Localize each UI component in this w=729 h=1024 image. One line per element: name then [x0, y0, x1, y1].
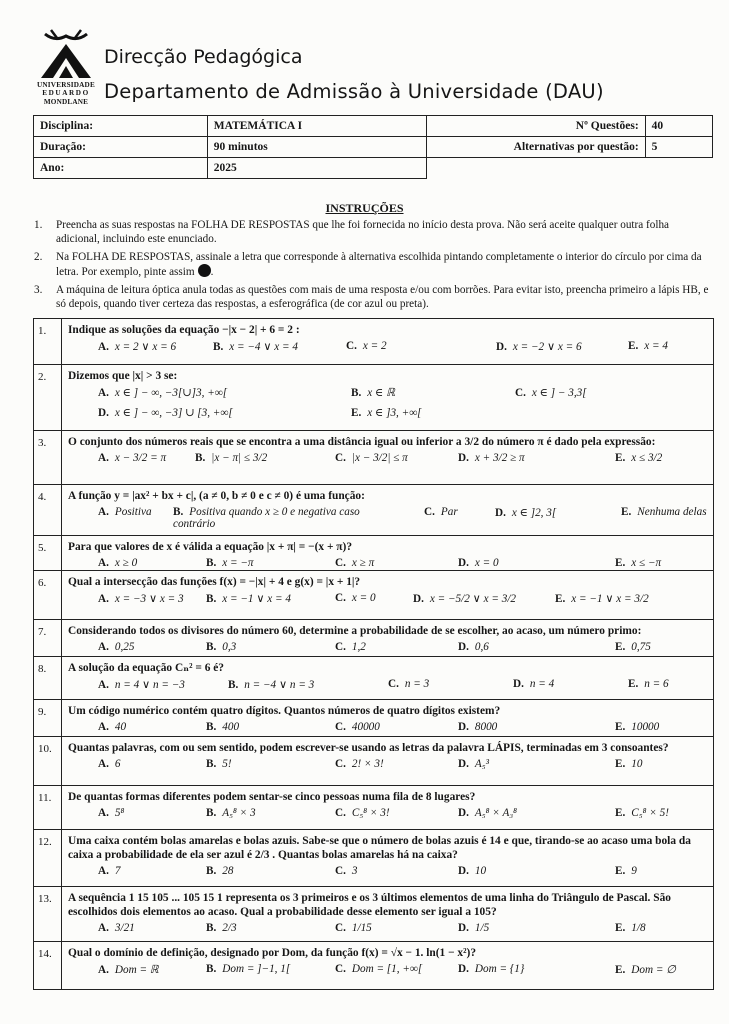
option-letter: B.	[228, 679, 239, 691]
filled-circle-icon	[198, 264, 211, 277]
answer-option	[173, 506, 378, 530]
option-text: 9	[631, 865, 637, 877]
answer-option	[98, 865, 120, 877]
answer-option	[335, 758, 384, 770]
option-text: Nenhuma delas	[637, 506, 707, 518]
answer-option	[615, 865, 637, 877]
option-text: n = 3	[404, 678, 430, 690]
instruction-text: Na FOLHA DE RESPOSTAS, assinale a letra que corresponde à alternativa escolhida pintando completamente o interior do círculo por cima da letra. Por exemplo, pinte assim	[56, 251, 702, 278]
option-text: x = −5/2 ∨ x = 3/2	[429, 593, 517, 605]
question-text: Para que valores de x é válida a equação |x + π| = −(x + π)?	[68, 541, 353, 553]
answer-option	[206, 963, 290, 975]
option-text: Par	[440, 506, 458, 518]
answer-option	[496, 340, 582, 353]
question-number: 2.	[34, 365, 62, 431]
answer-option	[213, 340, 298, 353]
question-number: 11.	[34, 786, 62, 830]
option-text: 7	[114, 865, 121, 877]
option-text: 10000	[631, 721, 660, 733]
option-text: x = 0	[474, 557, 499, 569]
exam-info-table	[33, 115, 713, 179]
answer-option	[458, 721, 497, 733]
option-text: x = 4	[644, 340, 668, 352]
answer-option	[98, 452, 166, 464]
option-letter: A.	[98, 593, 109, 605]
option-letter: B.	[206, 557, 217, 569]
answer-option	[98, 963, 159, 976]
option-letter: C.	[335, 592, 346, 604]
answer-option	[206, 721, 239, 733]
logo-text-line: UNIVERSIDADE	[37, 81, 95, 89]
logo-emblem-icon	[37, 28, 95, 82]
option-text: Dom = [1, +∞[	[351, 963, 423, 975]
option-letter: D.	[458, 758, 469, 770]
answer-option	[458, 922, 489, 934]
disciplina-label: Disciplina:	[34, 116, 208, 137]
question-number: 8.	[34, 657, 62, 700]
option-text: x ≤ −π	[631, 557, 662, 569]
question-row	[34, 829, 713, 887]
option-letter: D.	[495, 507, 506, 519]
answer-option	[628, 340, 668, 352]
answer-options	[68, 386, 709, 424]
option-letter: C.	[388, 678, 399, 690]
question-text: De quantas formas diferentes podem sentar-se cinco pessoas numa fila de 8 lugares?	[68, 791, 476, 803]
answer-option	[206, 641, 236, 653]
option-letter: D.	[413, 593, 424, 605]
option-text: A₅⁸ × A₃⁸	[474, 807, 518, 819]
answer-option	[335, 641, 366, 653]
question-text: Um código numérico contém quatro dígitos. Quantos números de quatro dígitos existem?	[68, 705, 501, 717]
option-text: 5!	[222, 758, 232, 770]
option-text: x ∈ ] − ∞, −3] ∪ [3, +∞[	[114, 407, 233, 419]
question-text: Quantas palavras, com ou sem sentido, podem escrever-se usando as letras da palavra LÁPIS, terminadas em 3 consoantes?	[68, 742, 669, 754]
answer-option	[615, 922, 646, 934]
option-letter: E.	[615, 964, 626, 976]
answer-option	[335, 592, 376, 604]
answer-option	[206, 592, 291, 605]
option-letter: A.	[98, 922, 109, 934]
answer-option	[206, 922, 237, 934]
answer-option	[621, 506, 707, 518]
answer-options	[68, 758, 709, 776]
duracao-label: Duração:	[34, 137, 208, 158]
question-text: Dizemos que |x| > 3 se:	[68, 370, 178, 382]
question-row	[34, 319, 713, 364]
answer-option	[195, 452, 267, 464]
ano-label: Ano:	[34, 158, 208, 179]
option-letter: E.	[615, 758, 626, 770]
option-letter: A.	[98, 641, 109, 653]
option-letter: B.	[213, 341, 224, 353]
option-text: x + 3/2 ≥ π	[474, 452, 525, 464]
option-text: x ∈ ]2, 3[	[511, 507, 557, 519]
option-letter: D.	[458, 557, 469, 569]
option-text: 40	[114, 721, 127, 733]
answer-option	[335, 557, 374, 569]
option-letter: E.	[555, 593, 566, 605]
question-text: O conjunto dos números reais que se encontra a uma distância igual ou inferior a 3/2 do número π é dado pela expressão:	[68, 436, 656, 448]
option-letter: A.	[98, 964, 109, 976]
option-letter: D.	[458, 922, 469, 934]
option-letter: C.	[335, 865, 346, 877]
question-text: Considerando todos os divisores do número 60, determine a probabilidade de se escolher, ao acaso, um número primo:	[68, 625, 642, 637]
instruction-text: Preencha as suas respostas na FOLHA DE RESPOSTAS que lhe foi fornecida no início desta prova. Não será aceite qualquer outra folha adicional, incluindo este enunciado.	[56, 219, 670, 245]
option-text: 1/5	[474, 922, 490, 934]
option-text: x ≥ π	[351, 557, 375, 569]
option-text: 10	[474, 865, 487, 877]
answer-option	[98, 506, 152, 518]
option-letter: E.	[351, 407, 362, 419]
option-text: x − 3/2 = π	[114, 452, 167, 464]
answer-option	[346, 340, 387, 352]
answer-option	[458, 963, 524, 975]
answer-options	[68, 506, 709, 532]
answer-options	[68, 865, 709, 883]
question-row	[34, 941, 713, 990]
questoes-label: Nº Questões:	[426, 116, 645, 137]
question-number: 5.	[34, 536, 62, 571]
option-letter: B.	[173, 506, 184, 518]
question-text: Qual a intersecção das funções f(x) = −|x| + 4 e g(x) = |x + 1|?	[68, 576, 361, 588]
answer-option	[98, 557, 137, 569]
question-row	[34, 484, 713, 536]
option-letter: E.	[615, 452, 626, 464]
answer-option	[615, 721, 659, 733]
duracao-value: 90 minutos	[207, 137, 426, 158]
option-letter: D.	[98, 407, 109, 419]
option-text: C₅⁸ × 3!	[351, 807, 390, 819]
answer-option	[98, 340, 176, 353]
option-letter: E.	[615, 865, 626, 877]
option-letter: B.	[206, 593, 217, 605]
option-letter: D.	[458, 963, 469, 975]
answer-option	[458, 758, 489, 770]
option-letter: D.	[458, 721, 469, 733]
option-text: n = 6	[644, 678, 669, 690]
option-text: 40000	[351, 721, 380, 733]
option-letter: B.	[206, 963, 217, 975]
answer-option	[615, 807, 669, 819]
answer-option	[388, 678, 429, 690]
option-text: x ∈ ℝ	[367, 387, 395, 399]
answer-options	[68, 678, 709, 696]
answer-option	[458, 641, 489, 653]
answer-option	[628, 678, 669, 690]
option-text: C₅⁸ × 5!	[631, 807, 669, 819]
option-letter: C.	[335, 452, 346, 464]
answer-option	[335, 721, 380, 733]
option-text: 28	[222, 865, 234, 877]
option-text: 0,25	[114, 641, 135, 653]
option-text: 2/3	[222, 922, 237, 934]
answer-option	[615, 963, 676, 976]
option-text: 5⁸	[114, 807, 125, 819]
option-text: Dom = {1}	[474, 963, 525, 975]
option-text: 10	[631, 758, 643, 770]
alternativas-value: 5	[645, 137, 712, 158]
option-letter: A.	[98, 387, 109, 399]
question-row	[34, 619, 713, 657]
answer-option	[228, 678, 314, 691]
option-letter: B.	[206, 922, 217, 934]
option-text: Dom = ℝ	[114, 964, 159, 976]
answer-option	[458, 557, 499, 569]
answer-option	[98, 721, 126, 733]
answer-options	[68, 340, 709, 358]
option-letter: A.	[98, 506, 109, 518]
instruction-text: A máquina de leitura óptica anula todas as questões com mais de uma resposta e/ou com borrões. Para evitar isto, preencha primeiro a lápis HB, e só depois, quando tiver certeza das respostas, a esferográfica (de cor azul ou preta).	[56, 284, 709, 310]
option-text: Positiva	[114, 506, 152, 518]
option-text: 8000	[474, 721, 498, 733]
answer-option	[335, 922, 372, 934]
question-row	[34, 535, 713, 571]
option-letter: A.	[98, 557, 109, 569]
answer-option	[98, 807, 124, 819]
option-text: 3/21	[114, 922, 135, 934]
option-text: 1/15	[351, 922, 372, 934]
option-text: x ∈ ]3, +∞[	[367, 407, 422, 419]
option-text: x = −1 ∨ x = 4	[222, 593, 292, 605]
question-text: A sequência 1 15 105 ... 105 15 1 representa os 3 primeiros e os 3 últimos elementos de uma linha do Triângulo de Pascal. São escolhidos dois elementos ao acaso. Qual a probabilidade desse elemento ser igual a 105?	[68, 892, 671, 918]
question-row	[34, 699, 713, 737]
answer-option	[98, 922, 135, 934]
option-letter: E.	[615, 641, 626, 653]
question-number: 9.	[34, 700, 62, 737]
instruction-item	[34, 283, 710, 311]
option-text: x = −1 ∨ x = 3/2	[571, 593, 649, 605]
instruction-number: 3.	[34, 284, 43, 296]
answer-option	[98, 758, 120, 770]
option-text: x ≥ 0	[114, 557, 138, 569]
option-letter: A.	[98, 452, 109, 464]
option-text: 1,2	[351, 641, 366, 653]
disciplina-value: MATEMÁTICA I	[207, 116, 426, 137]
option-text: x = 0	[351, 592, 376, 604]
answer-option	[615, 557, 661, 569]
option-letter: B.	[206, 641, 217, 653]
option-text: x = −2 ∨ x = 6	[512, 341, 582, 353]
option-letter: C.	[515, 387, 526, 399]
option-letter: E.	[615, 807, 626, 819]
option-letter: C.	[335, 557, 346, 569]
option-text: Dom = ∅	[631, 964, 676, 976]
question-row	[34, 656, 713, 700]
instruction-number: 1.	[34, 219, 43, 231]
option-text: n = −4 ∨ n = 3	[244, 679, 315, 691]
answer-option	[98, 592, 184, 605]
answer-option	[424, 506, 458, 518]
option-letter: B.	[206, 758, 217, 770]
question-number: 12.	[34, 830, 62, 887]
option-letter: E.	[615, 557, 626, 569]
option-letter: A.	[98, 758, 109, 770]
question-text: A solução da equação Cₙ² = 6 é?	[68, 662, 224, 674]
option-letter: C.	[335, 807, 346, 819]
option-letter: C.	[346, 340, 357, 352]
option-text: 6	[114, 758, 121, 770]
option-text: 3	[351, 865, 358, 877]
option-text: n = 4 ∨ n = −3	[114, 679, 185, 691]
answer-option	[515, 386, 587, 399]
option-letter: B.	[351, 387, 362, 399]
instructions-title: INSTRUÇÕES	[325, 201, 404, 215]
answer-option	[458, 452, 525, 464]
option-letter: C.	[335, 963, 346, 975]
option-text: x = −π	[222, 557, 254, 569]
option-letter: C.	[335, 721, 346, 733]
question-text: A função y = |ax² + bx + c|, (a ≠ 0, b ≠ 0 e c ≠ 0) é uma função:	[68, 490, 365, 502]
question-row	[34, 736, 713, 786]
questions-table	[33, 318, 714, 990]
answer-option	[98, 386, 227, 399]
answer-options	[68, 963, 709, 981]
option-text: |x − 3/2| ≤ π	[351, 452, 408, 464]
answer-option	[458, 865, 486, 877]
answer-option	[206, 865, 233, 877]
question-row	[34, 886, 713, 942]
answer-option	[513, 678, 554, 690]
question-number: 4.	[34, 485, 62, 536]
answer-option	[98, 641, 134, 653]
answer-options	[68, 922, 709, 940]
questoes-value: 40	[645, 116, 712, 137]
university-logo	[33, 28, 99, 118]
question-number: 6.	[34, 571, 62, 620]
question-row	[34, 785, 713, 830]
instruction-item: 2. Na FOLHA DE RESPOSTAS, assinale a letra que corresponde à alternativa escolhida pintando completamente o interior do círculo por cima da letra. Por exemplo, pinte assim .	[34, 251, 702, 278]
option-text: Dom = ]−1, 1[	[222, 963, 291, 975]
answer-option	[458, 807, 517, 819]
option-letter: D.	[458, 865, 469, 877]
option-text: x = 2	[362, 340, 387, 352]
option-letter: E.	[615, 922, 626, 934]
option-letter: B.	[195, 452, 206, 464]
answer-option	[351, 406, 422, 419]
option-letter: D.	[458, 807, 469, 819]
option-text: 1/8	[631, 922, 646, 934]
option-letter: B.	[206, 865, 217, 877]
option-letter: B.	[206, 721, 217, 733]
answer-option	[98, 678, 185, 691]
option-letter: D.	[458, 641, 469, 653]
instruction-item	[34, 218, 710, 246]
option-letter: E.	[628, 340, 639, 352]
header-title: Direcção Pedagógica	[104, 46, 303, 68]
answer-option	[413, 592, 516, 605]
option-letter: E.	[615, 721, 626, 733]
answer-option	[335, 865, 357, 877]
question-number: 7.	[34, 620, 62, 657]
question-row	[34, 430, 713, 485]
question-text: Qual o domínio de definição, designado por Dom, da função f(x) = √x − 1. ln(1 − x²)?	[68, 947, 477, 959]
option-text: 2! × 3!	[351, 758, 384, 770]
option-letter: A.	[98, 865, 109, 877]
answer-option	[495, 506, 556, 519]
option-letter: C.	[335, 758, 346, 770]
option-letter: D.	[513, 678, 524, 690]
option-letter: A.	[98, 679, 109, 691]
logo-text-line: MONDLANE	[43, 97, 89, 106]
answer-option	[206, 758, 232, 770]
option-letter: C.	[335, 922, 346, 934]
option-text: Positiva quando x ≥ 0 e negativa caso contrário	[173, 506, 360, 530]
question-row	[34, 364, 713, 431]
question-number: 13.	[34, 887, 62, 942]
answer-option	[206, 807, 256, 819]
question-text: Indique as soluções da equação −|x − 2| + 6 = 2 :	[68, 324, 300, 336]
question-text: Uma caixa contém bolas amarelas e bolas azuis. Sabe-se que o número de bolas azuis é 14 e que, tirando-se ao acaso uma bola da caixa a probabilidade de ela ser azul é 2/3 . Quantas bolas amarelas há na caixa?	[68, 835, 691, 861]
option-text: x ≤ 3/2	[631, 452, 663, 464]
option-letter: E.	[628, 678, 639, 690]
answer-option	[555, 592, 649, 605]
option-text: x = −4 ∨ x = 4	[229, 341, 299, 353]
option-text: x = −3 ∨ x = 3	[114, 593, 184, 605]
option-text: x ∈ ] − 3,3[	[531, 387, 587, 399]
answer-option	[351, 386, 395, 399]
answer-options	[68, 452, 709, 470]
option-text: n = 4	[529, 678, 555, 690]
answer-options	[68, 592, 709, 610]
option-text: 400	[222, 721, 240, 733]
ano-value: 2025	[207, 158, 426, 179]
answer-option	[335, 452, 408, 464]
option-text: 0,75	[631, 641, 651, 653]
answer-option	[335, 963, 422, 975]
question-number: 1.	[34, 319, 62, 364]
option-text: |x − π| ≤ 3/2	[211, 452, 268, 464]
option-text: x ∈ ] − ∞, −3[∪]3, +∞[	[114, 387, 228, 399]
header-subtitle: Departamento de Admissão à Universidade (DAU)	[104, 80, 604, 103]
instruction-number: 2.	[34, 251, 43, 263]
question-number: 10.	[34, 737, 62, 786]
answer-option	[615, 758, 642, 770]
instructions-list	[34, 218, 710, 315]
option-letter: D.	[496, 341, 507, 353]
option-letter: B.	[206, 807, 217, 819]
answer-option	[615, 452, 662, 464]
logo-text-line: EDUARDO	[42, 89, 90, 98]
option-text: A₅⁸ × 3	[222, 807, 256, 819]
answer-option	[206, 557, 254, 569]
question-number: 3.	[34, 431, 62, 485]
option-text: A₅³	[474, 758, 489, 770]
option-letter: E.	[621, 506, 632, 518]
option-letter: C.	[424, 506, 435, 518]
answer-option	[335, 807, 390, 819]
alternativas-label: Alternativas por questão:	[426, 137, 645, 158]
option-letter: A.	[98, 341, 109, 353]
answer-option	[98, 406, 233, 419]
answer-option	[615, 641, 651, 653]
option-letter: C.	[335, 641, 346, 653]
option-text: 0,3	[222, 641, 237, 653]
option-letter: A.	[98, 721, 109, 733]
option-letter: A.	[98, 807, 109, 819]
option-text: 0,6	[474, 641, 489, 653]
question-number: 14.	[34, 942, 62, 990]
question-row	[34, 570, 713, 620]
answer-options	[68, 807, 709, 825]
option-letter: D.	[458, 452, 469, 464]
option-text: x = 2 ∨ x = 6	[114, 341, 177, 353]
